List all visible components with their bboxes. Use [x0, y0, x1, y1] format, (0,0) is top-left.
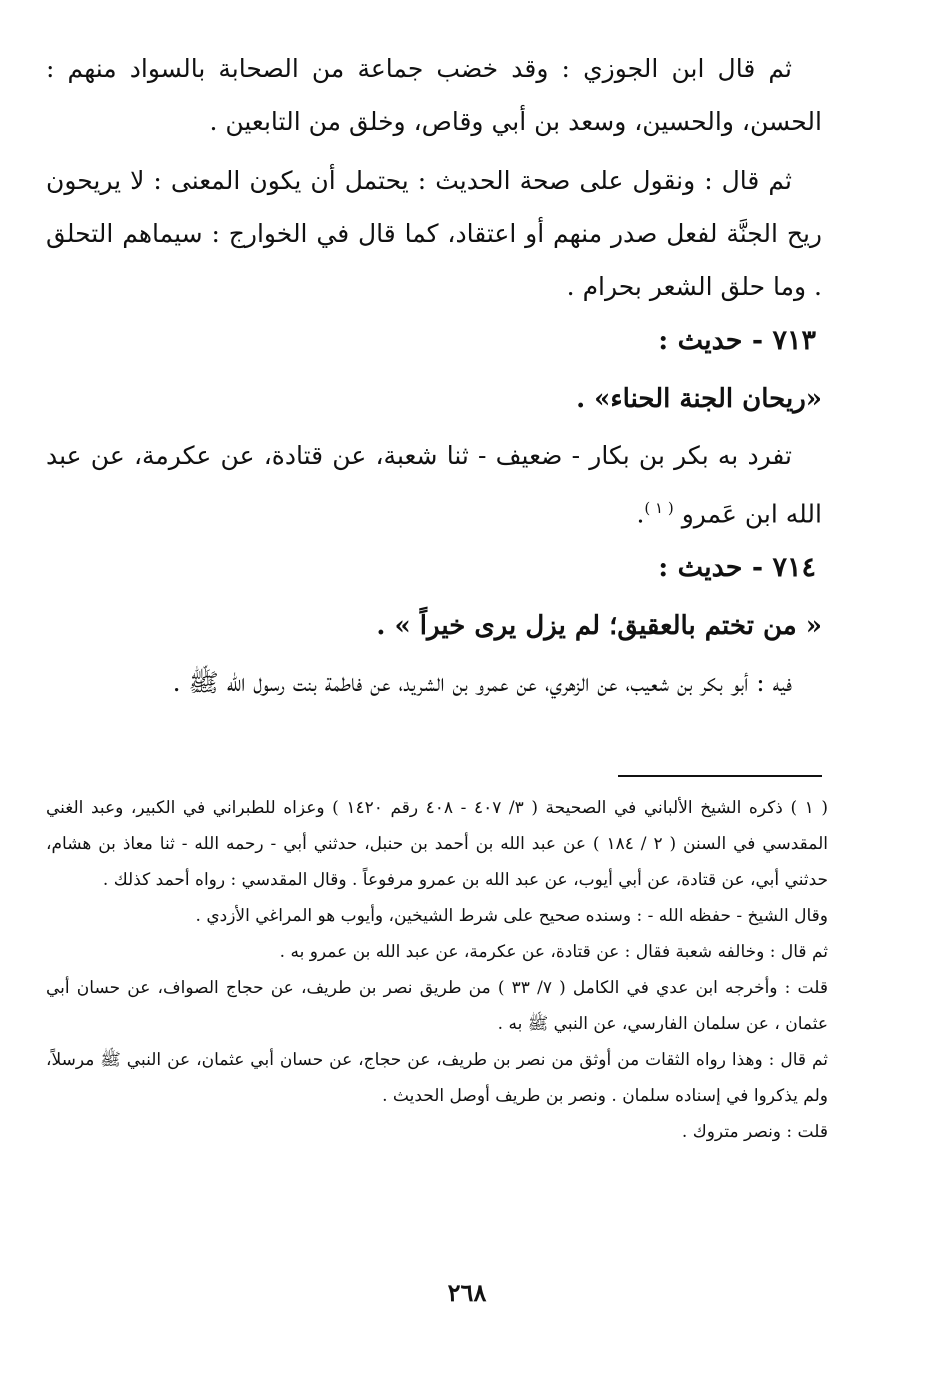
hadith-713-chain-end: .: [636, 499, 645, 529]
footnote-line: ثم قال : وهذا رواه الثقات من أوثق من نصر بن طريف، عن حجاج، عن حسان أبي عثمان، عن النبي ﷺ مرسلاً، ولم يذكروا في إسناده سلمان . ونصر بن طريف أوصل الحديث .: [46, 1050, 828, 1106]
hadith-713-chain: [46, 429, 822, 540]
paragraph-explanation: ثم قال : ونقول على صحة الحديث : يحتمل أن يكون المعنى : لا يريحون ريح الجنَّة لفعل صدر منهم أو اعتقاد، كما قال في الخوارج : سيماهم التحلق . وما حلق الشعر بحرام .: [46, 166, 822, 301]
hadith-714-chain: فيه : أبو بكر بن شعيب، عن الزهري، عن عمرو بن الشريد، عن فاطمة بنت رسول الله ﷺ .: [172, 668, 792, 698]
footnote-line: قلت : ونصر متروك .: [681, 1122, 828, 1142]
footnote-line: ثم قال : وخالفه شعبة فقال : عن قتادة، عن عكرمة، عن عبد الله بن عمرو به .: [279, 942, 828, 962]
hadith-714-text: « من تختم بالعقيق؛ لم يزل يرى خيراً » .: [376, 611, 822, 642]
hadith-713-chain-text: تفرد به بكر بن بكار - ضعيف - ثنا شعبة، عن قتادة، عن عكرمة، عن عبد الله ابن عَمرو: [46, 441, 822, 529]
paragraph-ibn-jawzi: ثم قال ابن الجوزي : وقد خضب جماعة من الصحابة بالسواد منهم : الحسن، والحسين، وسعد بن أبي وقاص، وخلق من التابعين .: [46, 54, 822, 136]
hadith-714-heading: ٧١٤ - حديث :: [658, 552, 816, 584]
hadith-713-heading: ٧١٣ - حديث :: [658, 325, 816, 356]
footnotes: [46, 790, 828, 1150]
main-text: [46, 42, 822, 709]
page-number: ٢٦٨: [447, 1278, 487, 1307]
hadith-713-text: «ريحان الجنة الحناء» .: [576, 384, 822, 414]
footnote-separator: [618, 775, 822, 777]
footnote-line: قلت : وأخرجه ابن عدي في الكامل ( ٧/ ٣٣ ) من طريق نصر بن طريف، عن حجاج الصواف، عن حسان أبي عثمان ، عن سلمان الفارسي، عن النبي ﷺ به .: [46, 978, 828, 1034]
footnote-1: ( ١ ) ذكره الشيخ الألباني في الصحيحة ( ٣/ ٤٠٧ - ٤٠٨ رقم ١٤٢٠ ) وعزاه للطبراني في الكبير، وعبد الغني المقدسي في السنن ( ٢ / ١٨٤ ) عن عبد الله بن أحمد بن حنبل، حدثني أبي - رحمه الله - ثنا معاذ بن هشام، حدثني أبي، عن قتادة، عن أبي أيوب، عن عبد الله بن عمرو مرفوعاً . وقال المقدسي : رواه أحمد كذلك .: [46, 798, 828, 890]
footnote-ref: ( ١ ): [644, 499, 674, 517]
footnote-line: وقال الشيخ - حفظه الله - : وسنده صحيح على شرط الشيخين، وأيوب هو المراغي الأزدي .: [195, 906, 828, 926]
